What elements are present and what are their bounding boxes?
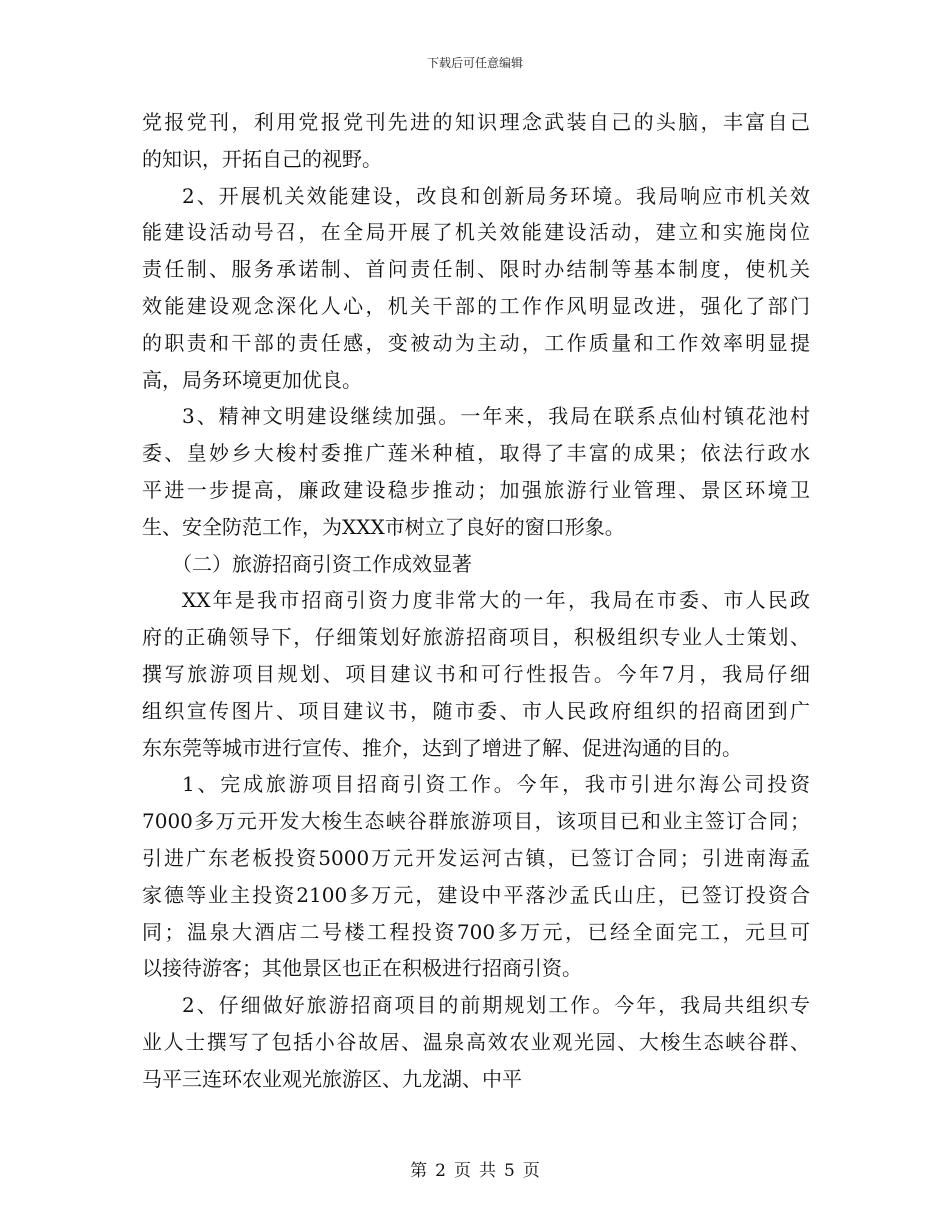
text-line: XX年是我市招商引资力度非常大的一年，我局在市委、市人民政 (182, 588, 810, 613)
document-body (142, 104, 810, 1098)
footer-suffix: 页 (522, 1161, 540, 1181)
text-line: 引进广东老板投资5000万元开发运河古镇，已签订合同；引进南海孟 (142, 845, 810, 870)
text-line: 高，局务环境更加优良。 (142, 367, 362, 392)
text-line: 效能建设观念深化人心，机关干部的工作作风明显改进，强化了部门 (142, 293, 810, 318)
text-line: 能建设活动号召，在全局开展了机关效能建设活动，建立和实施岗位 (142, 220, 810, 245)
text-line: 组织宣传图片、项目建议书，随市委、市人民政府组织的招商团到广 (142, 698, 810, 723)
page-header (0, 54, 950, 71)
text-line: 1、完成旅游项目招商引资工作。今年，我市引进尔海公司投资 (182, 772, 810, 797)
text-line: 党报党刊，利用党报党刊先进的知识理念武装自己的头脑，丰富自己 (142, 110, 810, 134)
text-line: 责任制、服务承诺制、首问责任制、限时办结制等基本制度，使机关 (142, 257, 810, 282)
text-line: 2、仔细做好旅游招商项目的前期规划工作。今年，我局共组织专 (182, 993, 810, 1018)
text-line: 同；温泉大酒店二号楼工程投资700多万元，已经全面完工，元旦可 (142, 919, 810, 944)
text-line: 平进一步提高，廉政建设稳步推动；加强旅游行业管理、景区环境卫 (142, 477, 810, 502)
text-line: 2、开展机关效能建设，改良和创新局务环境。我局响应市机关效 (182, 183, 810, 208)
text-line: 东东莞等城市进行宣传、推介，达到了增进了解、促进沟通的目的。 (142, 735, 742, 760)
text-line: 委、皇妙乡大梭村委推广莲米种植，取得了丰富的成果；依法行政水 (142, 441, 810, 466)
text-line: 3、精神文明建设继续加强。一年来，我局在联系点仙村镇花池村 (182, 404, 810, 429)
text-line: 家德等业主投资2100多万元，建设中平落沙孟氏山庄，已签订投资合 (142, 882, 810, 907)
text-line: 府的正确领导下，仔细策划好旅游招商项目，积极组织专业人士策划、 (142, 625, 810, 650)
text-line: 马平三连环农业观光旅游区、九龙湖、中平 (142, 1066, 522, 1091)
footer-total-prefix: 共 (479, 1161, 496, 1181)
page-footer (0, 1156, 950, 1181)
text-line: 7000多万元开发大梭生态峡谷群旅游项目，该项目已和业主签订合同； (142, 809, 810, 834)
text-line: 的职责和干部的责任感，变被动为主动，工作质量和工作效率明显提 (142, 330, 810, 355)
total-pages-number: 5 (504, 1161, 515, 1181)
section-heading: （二）旅游招商引资工作成效显著 (172, 551, 472, 576)
text-line: 业人士撰写了包括小谷故居、温泉高效农业观光园、大梭生态峡谷群、 (142, 1029, 810, 1054)
current-page-number: 2 (435, 1161, 446, 1181)
footer-prefix: 第 (410, 1161, 428, 1181)
text-line: 以接待游客；其他景区也正在积极进行招商引资。 (142, 956, 582, 981)
footer-page-word: 页 (454, 1161, 471, 1181)
text-line: 撰写旅游项目规划、项目建议书和可行性报告。今年7月，我局仔细 (142, 661, 810, 686)
text-line: 生、安全防范工作，为XXX市树立了良好的窗口形象。 (142, 514, 625, 539)
header-text: 下载后可任意编辑 (426, 56, 523, 70)
text-line: 的知识，开拓自己的视野。 (142, 146, 382, 171)
